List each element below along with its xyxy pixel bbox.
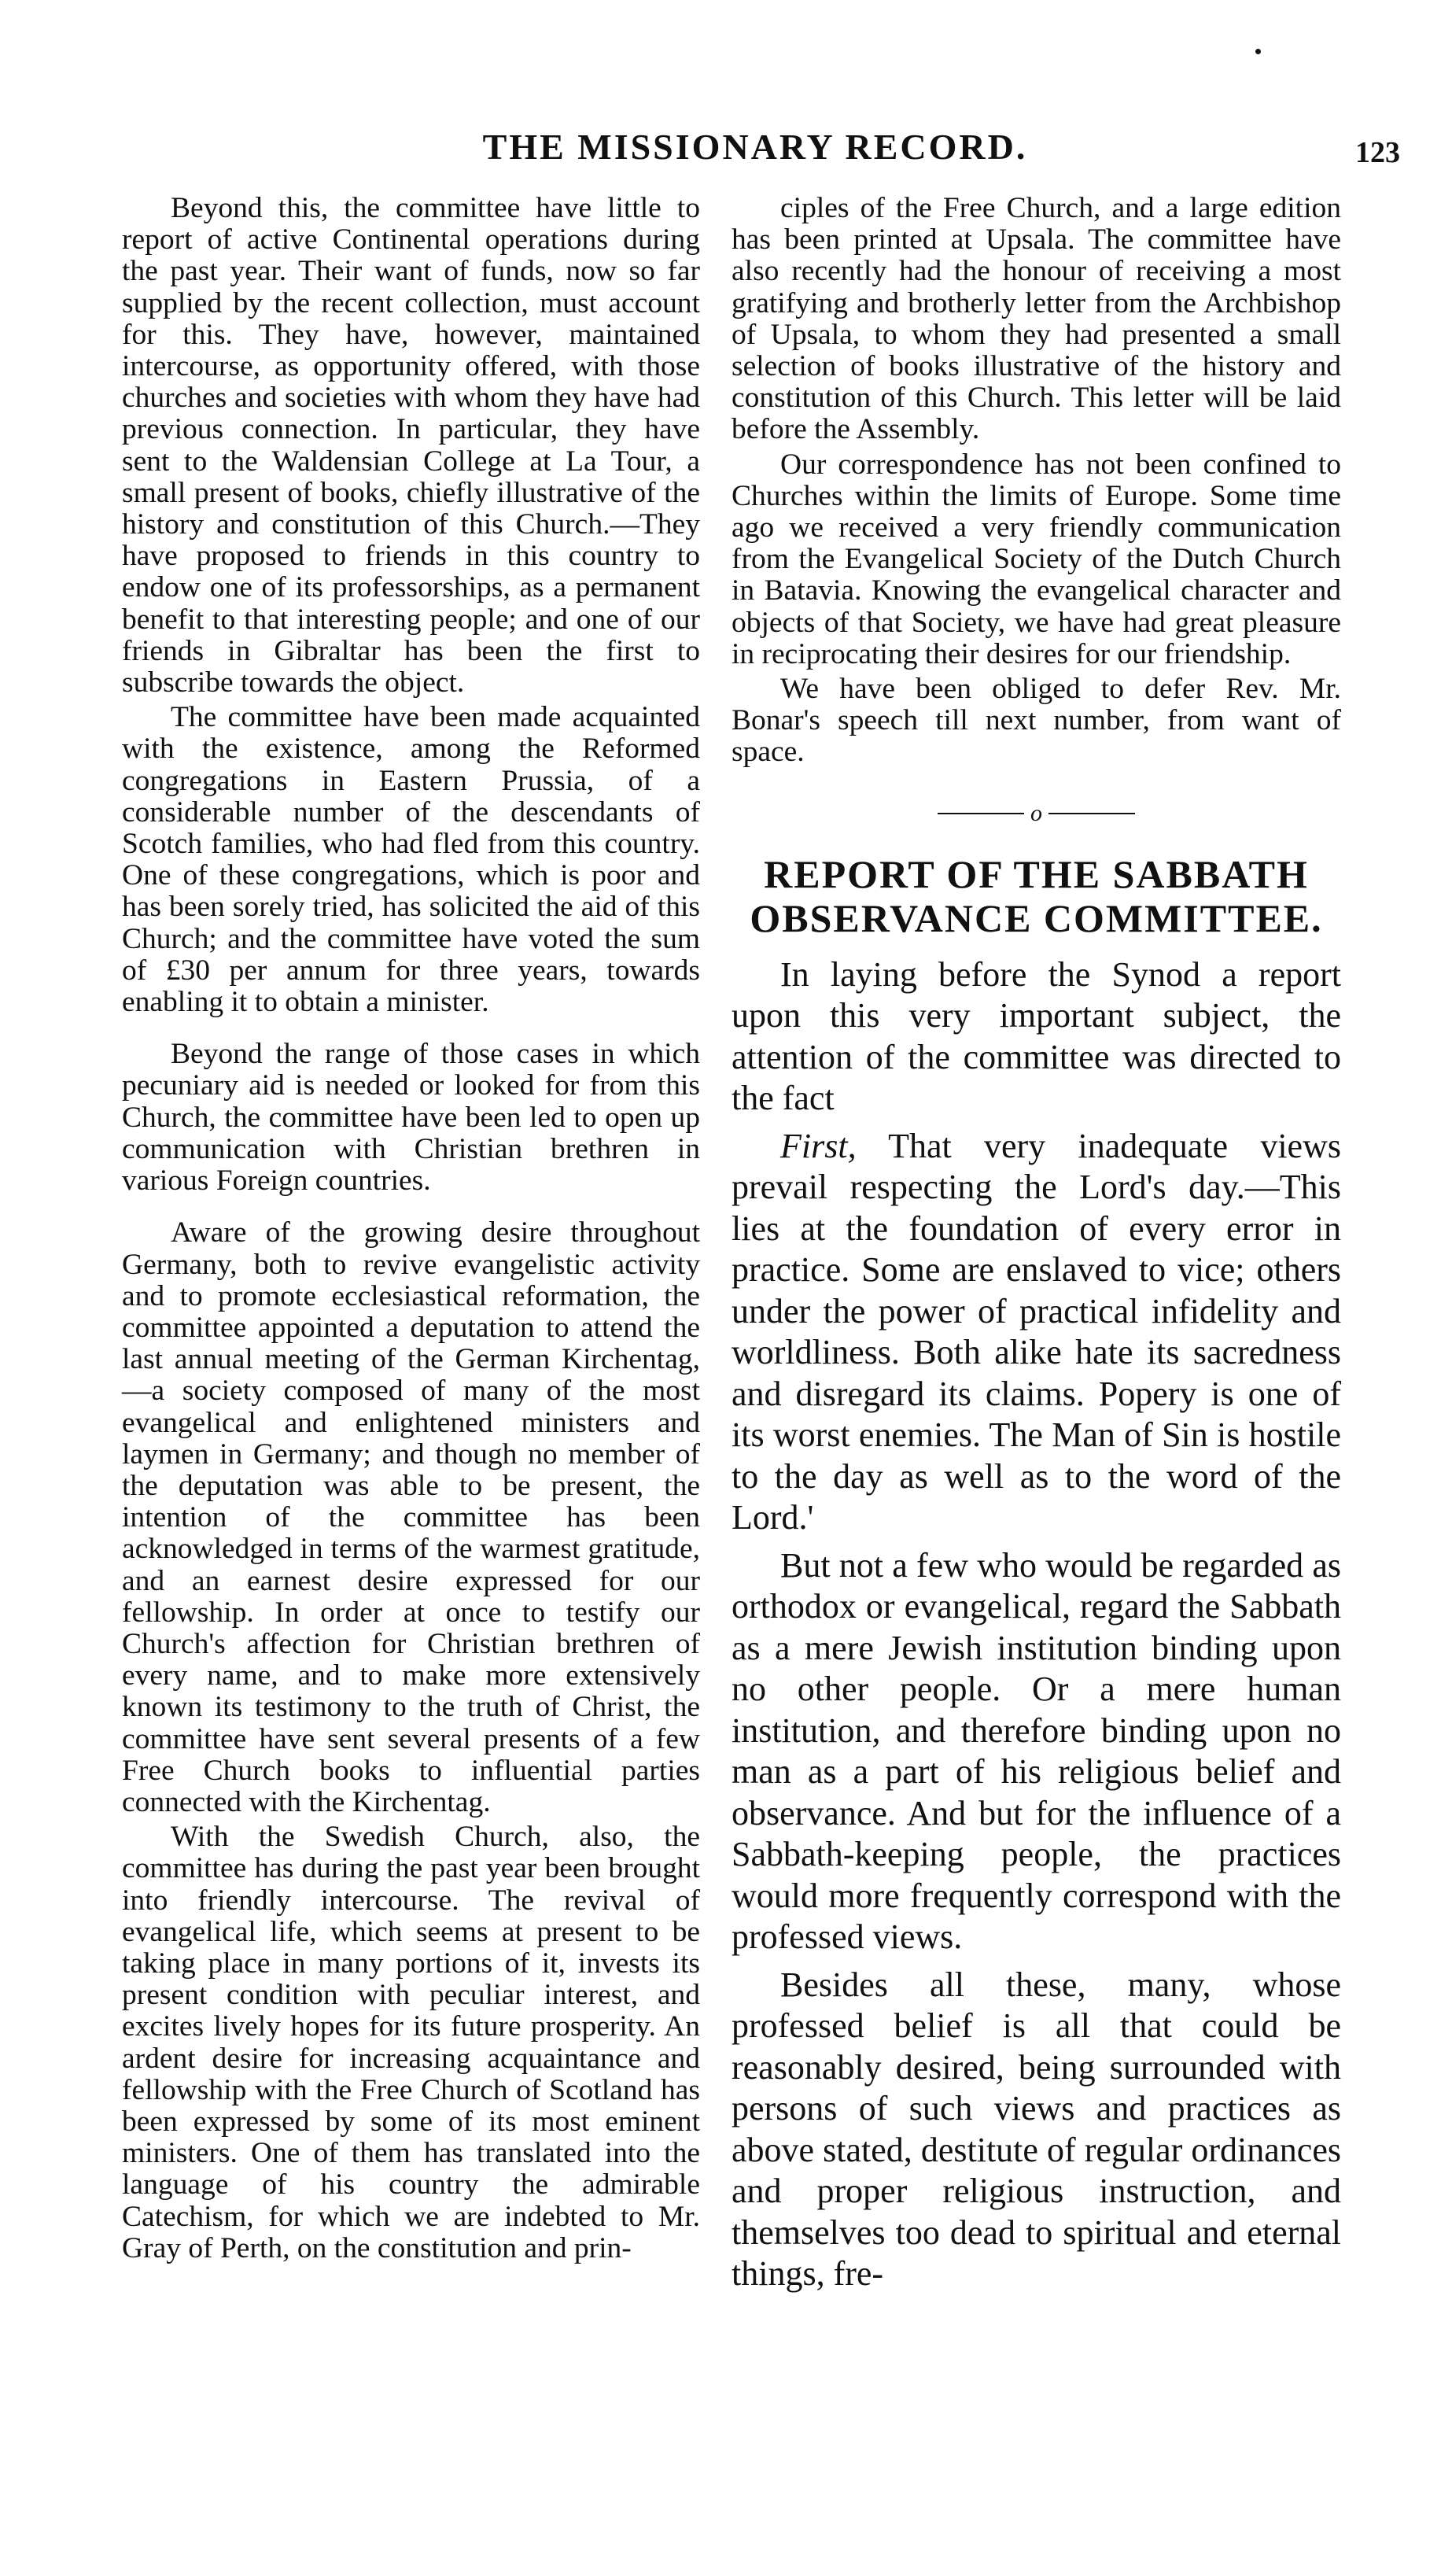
journal-title: THE MISSIONARY RECORD. — [482, 127, 1028, 167]
report-intro-paragraph: In laying before the Synod a report upon this very important subject, the attention of the committee was directed to the fact — [732, 954, 1341, 1118]
left-column — [122, 193, 700, 2264]
paragraph-continental-operations: Beyond this, the committee have little to report of active Continental operations during the past year. Their want of funds, now so far supplied by the recent collection, must account for this. They have, however, maintained intercourse, as opportunity offered, with those churches and societies with whom they have had previous connection. In particular, they have sent to the Waldensian College at La Tour, a small present of books, chiefly illustrative of the history and constitution of this Church.—They have proposed to friends in this country to endow one of its professorships, as a permanent benefit to that interesting people; and one of our friends in Gibraltar has been the first to subscribe towards the object. — [122, 192, 700, 699]
report-besides-paragraph: Besides all these, many, whose professed belief is all that could be reasonably desired, being surrounded with persons of such views and practices as above stated, destitute of regular ordinances and proper religious instruction, and themselves too dead to spiritual and eternal things, fre- — [732, 1965, 1341, 2294]
running-header — [110, 126, 1400, 189]
section-divider — [732, 799, 1341, 826]
divider-rule-right — [1048, 813, 1135, 814]
paragraph-eastern-prussia: The committee have been made acquainted with the existence, among the Reformed congregations in Eastern Prussia, of a considerable number of the descendants of Scotch families, who had fled from this country. One of these congregations, which is poor and has been sorely tried, has solicited the aid of this Church; and the committee have voted the sum of £30 per annum for three years, towards enabling it to obtain a minister. — [122, 701, 700, 1019]
paragraph-foreign-countries: Beyond the range of those cases in which pecuniary aid is needed or looked for from this Church, the committee have been led to open up communication with Christian brethren in various Foreign countries. — [122, 1038, 700, 1198]
paragraph-swedish-church: With the Swedish Church, also, the committee has during the past year been brought into friendly intercourse. The revival of evangelical life, which seems at present to be taking place in many portions of it, invests its present condition with peculiar interest, and excites lively hopes for its future prosperity. An ardent desire for increasing acquaintance and fellowship with the Free Church of Scotland has been expressed by some of its most eminent ministers. One of them has translated into the language of his country the admirable Catechism, for which we are indebted to Mr. Gray of Perth, on the constitution and prin- — [122, 1821, 700, 2264]
paragraph-german-kirchentag: Aware of the growing desire throughout Germany, both to revive evangelistic activity and to promote ecclesiastical reformation, the committee appointed a deputation to attend the last annual meeting of the German Kirchentag,—a society composed of many of the most evangelical and enlightened ministers and laymen in Germany; and though no member of the deputation was able to be present, the intention of the committee has been acknowledged in terms of the warmest gratitude, and an earnest desire expressed for our fellowship. In order at once to testify our Church's affection for Christian brethren of every name, and to make more extensively known its testimony to the truth of Christ, the committee have sent several presents of a few Free Church books to influential parties connected with the Kirchentag. — [122, 1216, 700, 1818]
report-title-line-1: REPORT OF THE SABBATH — [764, 851, 1309, 896]
divider-rule-left — [938, 813, 1024, 814]
report-title — [732, 852, 1341, 940]
divider-mark: o — [1030, 799, 1042, 826]
page-number: 123 — [1355, 136, 1400, 169]
report-orthodox-paragraph: But not a few who would be regarded as orthodox or evangelical, regard the Sabbath as a mere Jewish institution binding upon no other people. Or a mere human institution, and therefore binding upon no man as a part of his religious belief and observance. And but for the influence of a Sabbath-keeping people, the practices would more frequently correspond with the professed views. — [732, 1545, 1341, 1957]
ink-speck — [1255, 49, 1261, 54]
paragraph-batavia-correspondence: Our correspondence has not been confined to Churches within the limits of Europe. Some time ago we received a very friendly communication from the Evangelical Society of the Dutch Church in Batavia. Knowing the evangelical character and objects of that Society, we have had great pleasure in reciprocating their desires for our friendship. — [732, 448, 1341, 670]
report-title-line-2: OBSERVANCE COMMITTEE. — [750, 895, 1323, 940]
right-column — [732, 193, 1341, 2295]
report-first-point — [732, 1126, 1341, 1539]
first-label: First, — [780, 1126, 857, 1165]
paragraph-upsala-edition: ciples of the Free Church, and a large edition has been printed at Upsala. The committee have also recently had the honour of receiving a most gratifying and brotherly letter from the Archbishop of Upsala, to whom they had presented a small selection of books illustrative of the history and constitution of this Church. This letter will be laid before the Assembly. — [732, 192, 1341, 446]
editorial-notice: We have been obliged to defer Rev. Mr. Bonar's speech till next number, from want of space. — [732, 673, 1341, 769]
report-first-point-text: That very inadequate views prevail respecting the Lord's day.—This lies at the foundation of every error in practice. Some are enslaved to vice; others under the power of practical infidelity and worldliness. Both alike hate its sacredness and disregard its claims. Popery is one of its worst enemies. The Man of Sin is hostile to the day as well as to the word of the Lord.' — [732, 1126, 1341, 1537]
